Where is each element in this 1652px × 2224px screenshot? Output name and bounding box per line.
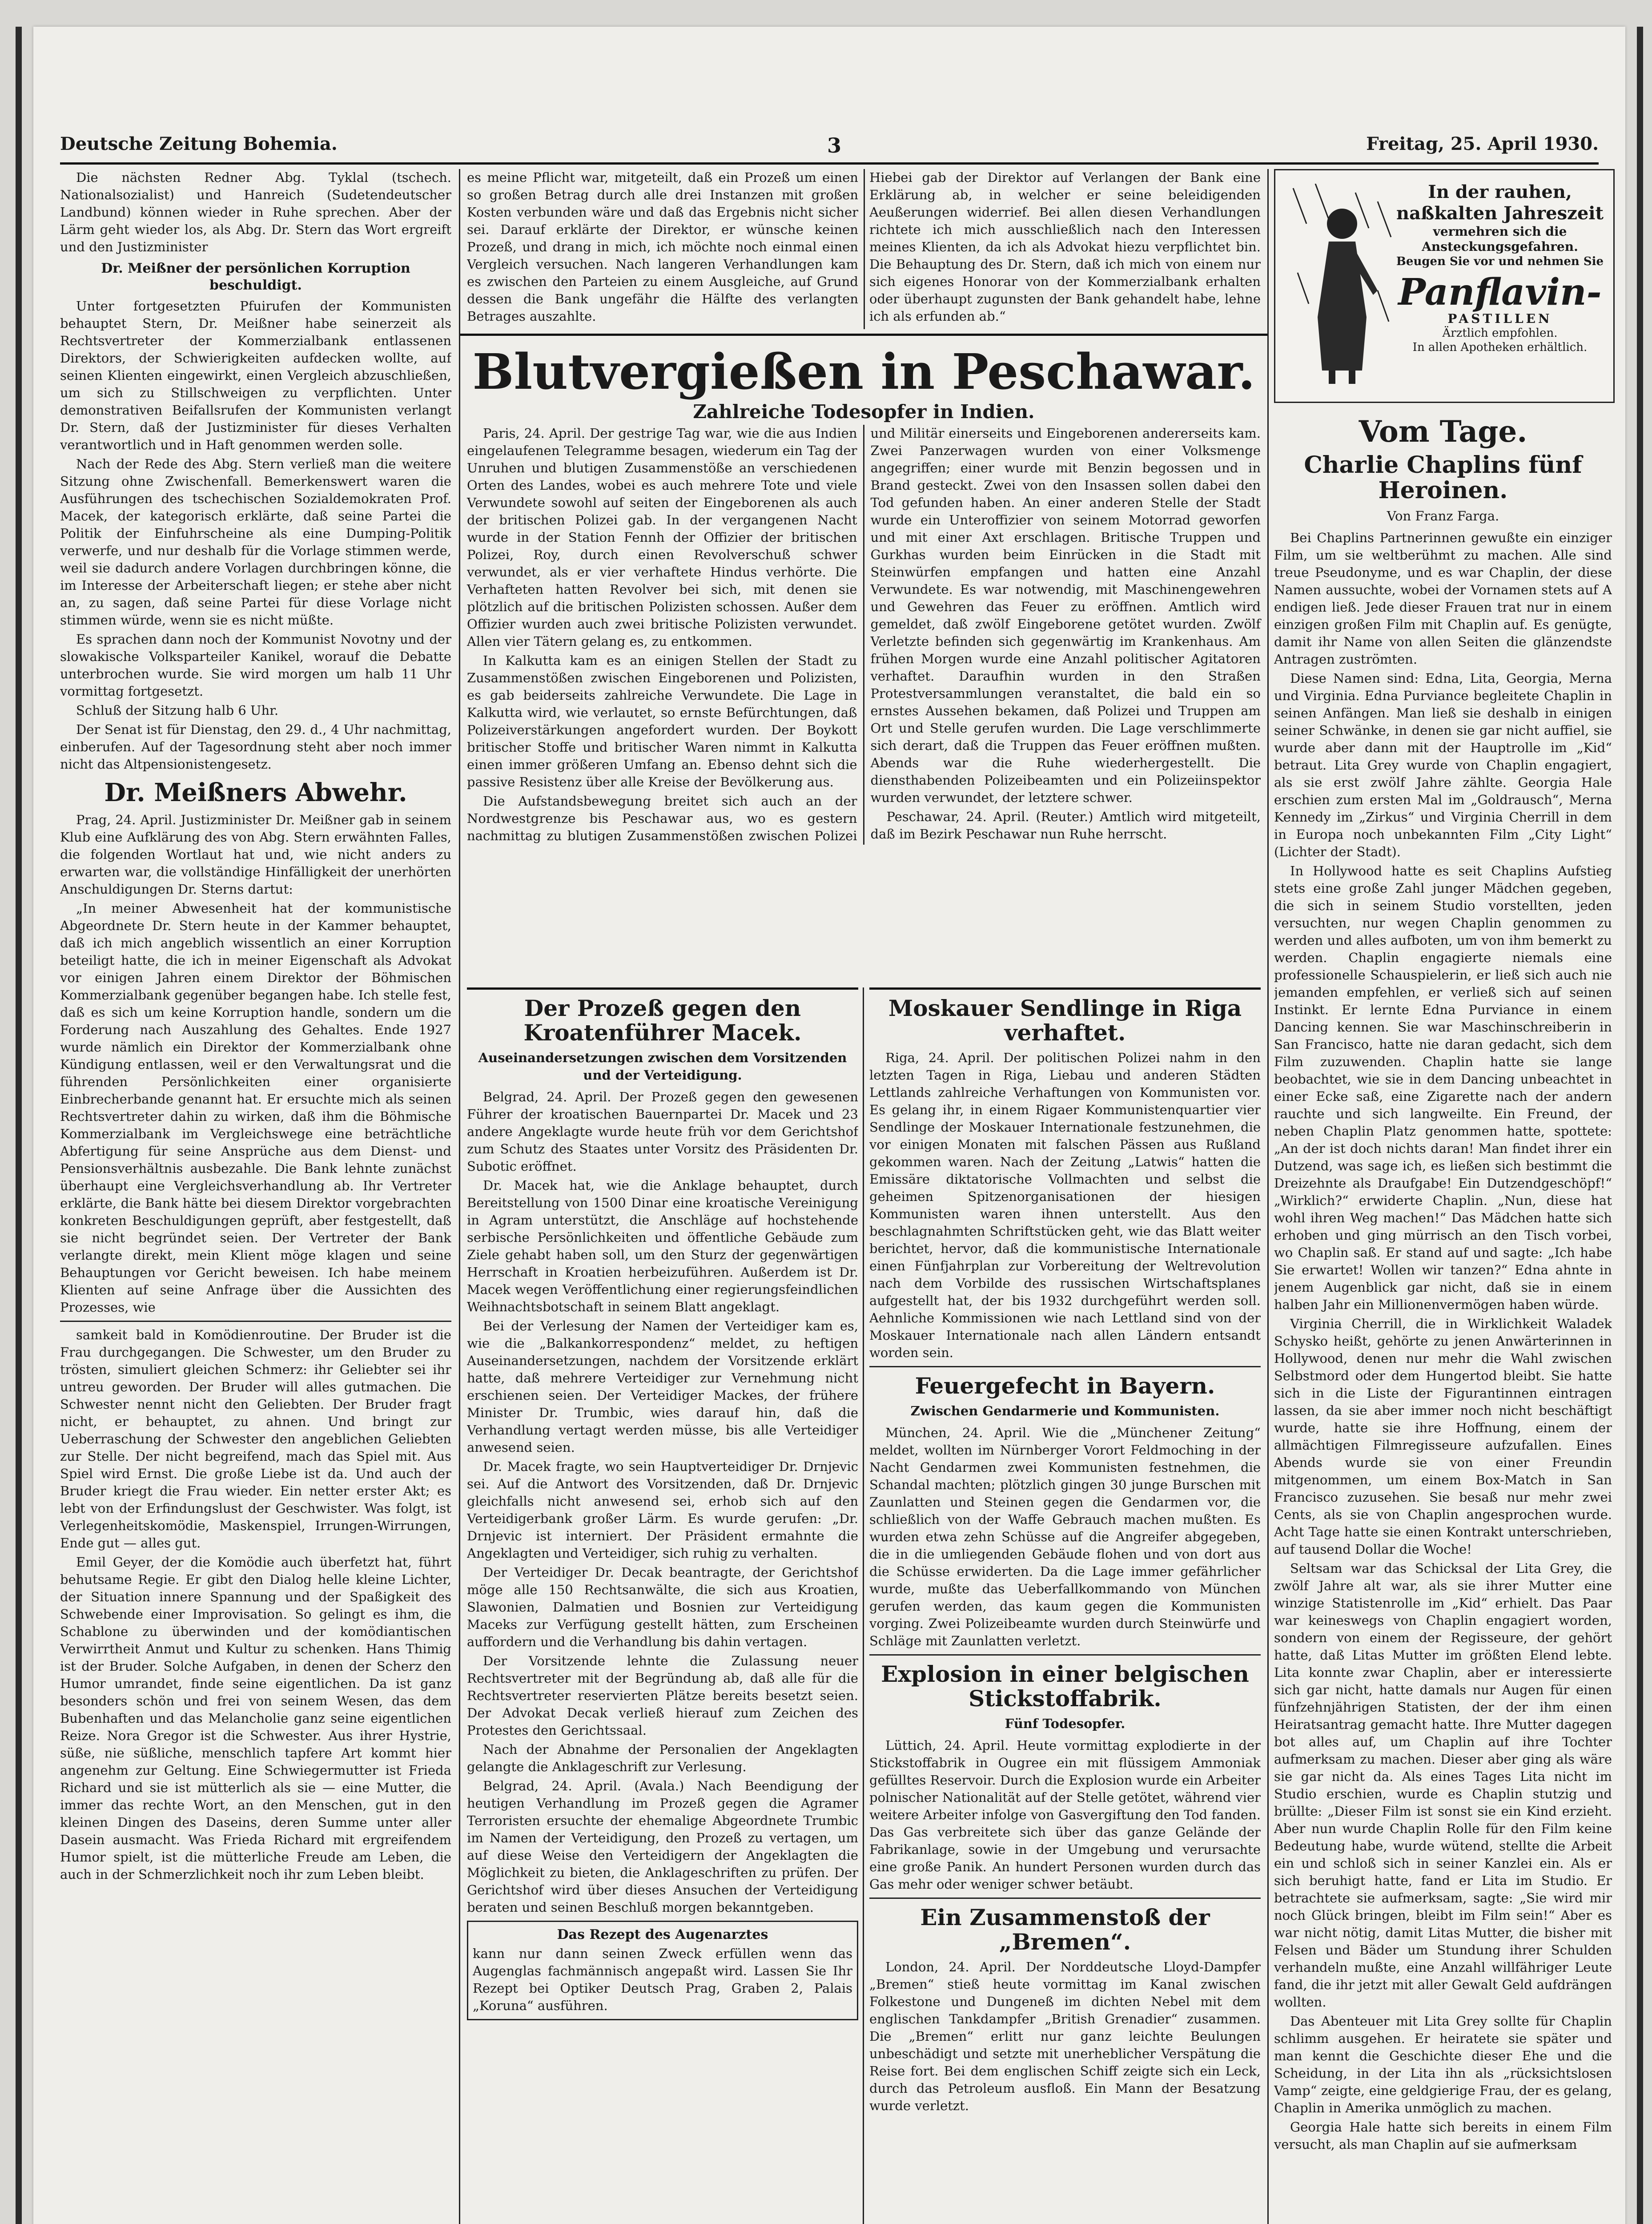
article-divider xyxy=(869,1654,1261,1656)
column-1 xyxy=(60,169,451,2224)
ad-line: In allen Apotheken erhältlich. xyxy=(1412,341,1588,354)
paragraph: Peschawar, 24. April. (Reuter.) Amtlich wird mitgeteilt, daß im Bezirk Peschawar nun Ruhe herrscht. xyxy=(870,809,1261,842)
article-divider xyxy=(869,1898,1261,1899)
feuilleton-column xyxy=(1274,409,1612,2224)
paragraph: Es sprachen dann noch der Kommunist Novotny und der slowakische Volksparteiler Kanikel, worauf die Debatte unterbrochen wurde. Sie wird morgen um halb 11 Uhr vormittag fortgesetzt. xyxy=(60,632,451,699)
ad-copy xyxy=(1395,181,1604,355)
article-subheadline: Zahlreiche Todesopfer in Indien. xyxy=(693,401,1035,423)
paragraph: Schluß der Sitzung halb 6 Uhr. xyxy=(76,703,279,718)
ad-line: vermehren sich die Ansteckungsgefahren. xyxy=(1422,224,1578,254)
column-3-top xyxy=(869,169,1261,329)
paragraph: Lüttich, 24. April. Heute vormittag explodierte in der Stickstoffabrik in Ougree ein mit flüssigem Ammoniak gefülltes Reservoir. Durch die Explosion wurde ein Arbeiter polnischer Nationalität auf der Stelle getötet, während vier weitere Arbeiter infolge von Gasvergiftung den Tod fanden. Das Gas verbreitete sich über das ganze Gelände der Fabrikanlage, sowie in der Umgebung und verursachte eine große Panik. An hundert Personen wurden durch das Gas mehr oder weniger schwer betäubt. xyxy=(869,1738,1261,1892)
brand-logo: Panflavin- xyxy=(1398,271,1602,314)
ad-line: Ärztlich empfohlen. xyxy=(1442,326,1558,340)
paragraph: Die Aufstandsbewegung breitet sich auch an der Nordwestgrenze bis Peschawar aus, wo es gestern nachmittag zu blutigen Zusammenstößen zwischen Polizei und Militär einerseits und Eingeborenen andererseits kam. Zwei Panzerwagen wurden von einer Volksmenge angegriffen; einer wurde mit Benzin begossen und in Brand gesteckt. Zwei von den Insassen sollen dabei den Tod gefunden haben. An einer anderen Stelle der Stadt wurde ein Unteroffizier von seinem Motorrad geworfen und mit einer Axt erschlagen. Britische Truppen und Gurkhas wurden beim Einrücken in die Stadt mit Steinwürfen empfangen und hatten eine Anzahl Verwundete. Es war notwendig, mit Maschinengewehren und Gewehren das Feuer zu eröffnen. Amtlich wird gemeldet, daß zwölf Eingeborene getötet wurden. Zwölf Verletzte befinden sich gegenwärtig im Krankenhaus. Am frühen Morgen wurde eine Anzahl politischer Agitatoren verhaftet. Daraufhin wurden in den Straßen Protestversammlungen veranstaltet, die bald ein so ernstes Aussehen bekamen, daß Polizei und Truppen am Ort und Stelle gerufen wurden. Die Lage verschlimmerte sich derart, daß die Truppen das Feuer eröffnen mußten. Abends war die Ruhe wiederhergestellt. Die diensthabenden Polizeibeamten und ein Polizeiinspektor wurden verwundet, der letztere schwer. xyxy=(467,426,1261,843)
byline: Von Franz Farga. xyxy=(1387,508,1499,524)
column-divider xyxy=(60,1321,451,1322)
article-headline: Ein Zusammenstoß der „Bremen“. xyxy=(920,1904,1210,1955)
paragraph: Der Senat ist für Dienstag, den 29. d., 4 Uhr nachmittag, einberufen. Auf der Tagesordnung steht aber noch immer nicht das Altpensionistengesetz. xyxy=(60,722,451,772)
peshawar-article xyxy=(460,334,1267,985)
kroaten-article xyxy=(467,987,858,2224)
brand-sub: PASTILLEN xyxy=(1447,311,1552,326)
optician-ad xyxy=(467,1921,858,2020)
ad-line: In der rauhen, naßkalten Jahreszeit xyxy=(1396,181,1604,224)
column-rule xyxy=(864,169,865,329)
column-2-top xyxy=(467,169,858,329)
paragraph: Das Abenteuer mit Lita Grey sollte für Chaplin schlimm ausgehen. Er heiratete sie später und man kennt die Geschichte dieser Ehe und die Scheidung, in der Lita ihn als „rücksichtslosen Vamp“ zeigte, eine geldgierige Frau, der es gelang, Chaplin in Amerika unmöglich zu machen. xyxy=(1274,2013,1612,2115)
article-headline: Moskauer Sendlinge in Riga verhaftet. xyxy=(888,995,1242,1046)
article-headline: Blutvergießen in Peschawar. xyxy=(472,343,1255,400)
column-rule xyxy=(863,987,864,2224)
ad-heading: Das Rezept des Augenarztes xyxy=(557,1927,768,1942)
paragraph: Virginia Cherrill, die in Wirklichkeit Waladek Schysko heißt, gehörte zu jenen Anwärterinnen in Hollywood, denen nur mehr die Wahl zwischen Selbstmord oder dem Hungertod bleibt. Sie hatte sich in die Liste der Figurantinnen eintragen lassen, da sie aber immer noch nicht beschäftigt wurde, hatte sie ihre Hoffnung, einem der allmächtigen Filmregisseure aufzufallen. Eines Abends wurde sie von einer Freundin mitgenommen, um einem Box-Match in San Francisco zuzusehen. Sie besaß nur mehr zwei Cents, als sie von Chaplin angesprochen wurde. Acht Tage hatte sie einen Kontrakt unterschrieben, auf tausend Dollar die Woche! xyxy=(1274,1316,1612,1557)
paragraph: Riga, 24. April. Der politischen Polizei nahm in den letzten Tagen in Riga, Liebau und anderen Städten Lettlands zahlreiche Verhaftungen von Kommunisten vor. Es gelang ihr, in einem Rigaer Kommunistenquartier vier Sendlinge der Moskauer Internationale festzunehmen, die vor einigen Monaten mit falschen Pässen aus Rußland gekommen waren. Nach der Zeitung „Latwis“ hatten die Emissäre diktatorische Vollmachten und selbst die geheimen Spitzenorganisationen der hiesigen Kommunisten waren ihnen unterstellt. Aus den beschlagnahmten Schriftstücken geht, wie das Blatt weiter berichtet, hervor, daß die kommunistische Internationale einen Fünfjahrplan zur Vorbereitung der Weltrevolution nach dem Vorbilde des russischen Wirtschaftsplanes aufgestellt hat, der bis 1932 durchgeführt werden soll. Aehnliche Kommissionen wie nach Lettland sind von der Moskauer Internationale nach allen Ländern entsandt worden sein. xyxy=(869,1050,1261,1360)
paragraph: Emil Geyer, der die Komödie auch überfetzt hat, führt behutsame Regie. Er gibt den Dialog helle kleine Lichter, der Situation innere Spannung und der Spaßigkeit des Schwebende einer Improvisation. So gelingt es ihm, die Schablone zu überwinden und der komödiantischen Verwirrtheit Anmut und Kultur zu schenken. Hans Thimig ist der Bruder. Solche Aufgaben, in denen der Scherz den Humor umrandet, finde seine eigentlichen. Da ist ganz besonders schön und frei von seinem Wesen, das dem Bubenhaften und das Melancholie ganz seine eigentlichen Reize. Nora Gregor ist die Schwester. Aus ihrer Hystrie, süße, nie süßliche, menschlich tapfere Art kommt hier angenehm zur Geltung. Eine Schwiegermutter ist Frieda Richard und sie ist mütterlich als sie — eine Mutter, die immer das rechte Wort, an den Menschen, gut in den kleinen Dingen des Daseins, deren Summe unter aller Dasein ausmacht. Was Frieda Richard mit ergreifendem Humor spielt, ist die mütterliche Freude am Leben, die auch in der Schmerzlichkeit noch ihr zum Leben bleibt. xyxy=(60,1554,451,1882)
panflavin-advertisement xyxy=(1274,169,1615,403)
paragraph: samkeit bald in Komödienroutine. Der Bruder ist die Frau durchgegangen. Die Schwester, um den Bruder zu trösten, simuliert gleichen Schmerz: ihr Geliebter sei ihr untreu geworden. Der Bruder will alles gutmachen. Die Schwester nennt nicht den Geliebten. Der Bruder fragt nicht, er behauptet, zu ahnen. Und bringt zur Ueberraschung der Schwester den angeblichen Geliebten zur Stelle. Der nicht begreifend, mach das Spiel mit. Aus Spiel wird Ernst. Die große Liebe ist da. Und auch der Bruder kriegt die Frau wieder. Ein netter erster Akt; es lebt von der Erfindungslust der Geschwister. Was folgt, ist Verlegenheitskomödie, Maskenspiel, Irrungen-Wirrungen, Ende gut — alles gut. xyxy=(60,1327,451,1551)
ad-line: Beugen Sie vor und nehmen Sie xyxy=(1396,255,1604,268)
paragraph: Dr. Macek fragte, wo sein Hauptverteidiger Dr. Drnjevic sei. Auf die Antwort des Vorsitzenden, daß Dr. Drnjevic gleichfalls nicht anwesend sei, erhob sich auf den Verteidigerbank großer Lärm. Es wurde gerufen: „Dr. Drnjevic ist interniert. Der Präsident ermahnte die Angeklagten und Verteidiger, sich ruhig zu verhalten. xyxy=(467,1459,858,1561)
paragraph: Nach der Abnahme der Personalien der Angeklagten gelangte die Anklageschrift zur Verlesung. xyxy=(467,1742,858,1774)
paragraph: Bei Chaplins Partnerinnen gewußte ein einziger Film, um sie weltberühmt zu machen. Alle sind treue Pseudonyme, und es war Chaplin, der diese Namen aussuchte, wobei der Vornamen stets auf A endigen ließ. Jede dieser Frauen trat nur in einem einzigen großen Film mit Chaplin auf. Es genügte, damit ihr Name von allen Seiten die glänzendste Antragen zuströmten. xyxy=(1274,530,1612,667)
paragraph: In Kalkutta kam es an einigen Stellen der Stadt zu Zusammenstößen zwischen Eingeborenen und Polizisten, es gab beiderseits zahlreiche Verwundete. Die Lage in Kalkutta wird, wie verlautet, so ernste Befürchtungen, daß Polizeiverstärkungen angefordert wurden. Der Boykott britischer Stoffe und britischer Waren nimmt in Kalkutta einen immer größeren Umfang an. Ebenso dehnt sich die passive Resistenz über alle Kreise der Bevölkerung aus. xyxy=(467,653,857,790)
article-headline: Charlie Chaplins fünf Heroinen. xyxy=(1304,451,1582,504)
page-number: 3 xyxy=(827,133,842,157)
paragraph: Seltsam war das Schicksal der Lita Grey, die zwölf Jahre alt war, als sie ihrer Mutter eine winzige Statistenrolle im „Kid“ erhielt. Das Paar war keineswegs von Chaplin engagiert worden, sondern von einem der Regisseure, der gehört hatte, daß Litas Mutter im größten Elend lebte. Lita konnte zwar Chaplin, aber er interessierte sich gar nicht, hatte damals nur Augen für einen fünfzehnjährigen Statisten, der der ihm einen Heiratsantrag gemacht hatte. Ihre Mutter dagegen bot alles auf, um Chaplin auf ihre Tochter aufmerksam zu machen. Dieser aber ging als wäre sie gar nicht da. Als eines Tages Lita nicht im Studio erschien, wurde es Chaplin stutzig und brüllte: „Dieser Film ist sonst sie ein Kind erzieht. Aber nun wurde Chaplin Rolle für den Film keine Bedeutung habe, wurde wütend, stellte die Arbeit ein und schloß sich in seiner Kanzlei ein. Als er sich beruhigt hatte, fand er Lita im Studio. Er betrachtete sie aufmerksam, sagte: „Sie wird mir noch Glück bringen, bleibt im Film sein!“ Aber es war nicht nötig, damit Litas Mutter, die bisher mit Felsen und Bäder um Stundung ihrer Schulden verhandeln mußte, eine Anzahl willfähriger Leute fand, die ihr jetzt mit aller Gewalt Geld aufdrängen wollten. xyxy=(1274,1560,1612,2010)
paragraph: Diese Namen sind: Edna, Lita, Georgia, Merna und Virginia. Edna Purviance begleitete Chaplin in seinen Anfängen. Man ließ sie deshalb in einigen seiner Schwänke, in denen sie gar nicht auffiel, sie wurde aber dann mit der Hauptrolle im „Kid“ betraut. Lita Grey wurde von Chaplin engagiert, als sie erst zwölf Jahre zählte. Georgia Hale erschien zum ersten Mal im „Goldrausch“, Merna Kennedy im „Zirkus“ und Virginia Cherrill in dem in Europa noch unbekannten Film „City Light“ (Lichter der Stadt). xyxy=(1274,670,1612,859)
paragraph: Prag, 24. April. Justizminister Dr. Meißner gab in seinem Klub eine Aufklärung des von Abg. Stern erwähnten Falles, die folgenden Wortlaut hat und, wie nicht anders zu erwarten war, die vollständige Hinfälligkeit der unerhörten Anschuldigungen Dr. Sterns dartut: xyxy=(60,812,451,897)
ad-text: kann nur dann seinen Zweck erfüllen wenn das Augenglas fachmännisch angepaßt wird. Lassen Sie Ihr Rezept bei Optiker Deutsch Prag, Graben 2, Palais „Koruna“ ausführen. xyxy=(473,1946,852,2013)
paragraph: „In meiner Abwesenheit hat der kommunistische Abgeordnete Dr. Stern heute in der Kammer behauptet, daß ich mich angeblich wissentlich an einer Korruption beteiligt hatte, die ich in meiner Eigenschaft als Advokat vor einigen Jahren einem Direktor der Böhmischen Kommerzialbank gegenüber begangen habe. Ich stelle fest, daß es sich um keine Korruption handle, sondern um die Forderung nach Auszahlung des Gehaltes. Ende 1927 wurde nämlich ein Direktor der Kommerzialbank ohne Kündigung entlassen, weil er den Verwaltungsrat und die führenden Persönlichkeiten einer organisierte Einbrecherbande genannt hat. Er ersuchte mich als seinen Rechtsvertreter dahin zu wirken, daß ihm die Böhmische Kommerzialbank im Vergleichswege eine beträchtliche Abfertigung für seine Ansprüche aus dem Dienst- und Pensionsverhältnis ausbezahle. Die Bank lehnte zunächst überhaupt eine Vergleichsverhandlung ab. Ihr Vertreter erklärte, die Bank hätte bei diesem Direktor vorgebrachten konkreten Beschuldigungen geprüft, aber festgestellt, daß sie nicht begründet seien. Der Vertreter der Bank verlangte direkt, mein Klient möge klagen und seine Behauptungen vor Gericht beweisen. Ich habe meinem Klienten auf seine Anfrage über die Aussichten des Prozesses, wie xyxy=(60,900,451,1315)
paragraph: Der Vorsitzende lehnte die Zulassung neuer Rechtsvertreter mit der Begründung ab, daß alle für die Rechtsvertreter reservierten Plätze bereits besetzt seien. Der Advokat Decak verließ hierauf zum Zeichen des Protestes den Gerichtssaal. xyxy=(467,1653,858,1738)
article-subheadline: Auseinandersetzungen zwischen dem Vorsitzenden und der Verteidigung. xyxy=(478,1050,847,1083)
section-heading: Dr. Meißner der persönlichen Korruption beschuldigt. xyxy=(101,261,410,293)
paragraph: Bei der Verlesung der Namen der Verteidiger kam es, wie die „Balkankorrespondenz“ meldet, zu heftigen Auseinandersetzungen, nachdem der Vorsitzende erklärt hatte, daß mehrere Verteidiger zur Vernehmung nicht erschienen seien. Der Verteidiger Mackes, der frühere Minister Dr. Trumbic, wies darauf hin, daß die Verhandlung vertagt werden müsse, bis alle Verteidiger anwesend seien. xyxy=(467,1318,858,1455)
paragraph: London, 24. April. Der Norddeutsche Lloyd-Dampfer „Bremen“ stieß heute vormittag im Kanal zwischen Folkestone und Dungeneß im dichten Nebel mit dem englischen Tankdampfer „British Grenadier“ zusammen. Die „Bremen“ erlitt nur ganz leichte Beulungen unbeschädigt und setzte mit unerheblicher Verspätung die Reise fort. Bei dem englischen Schiff zeigte sich ein Leck, durch das Petroleum ausfloß. Ein Mann der Besatzung wurde verletzt. xyxy=(869,1959,1261,2113)
article-subheadline: Fünf Todesopfer. xyxy=(1005,1716,1125,1731)
issue-date: Freitag, 25. April 1930. xyxy=(1366,133,1599,154)
paragraph: Nach der Rede des Abg. Stern verließ man die weitere Sitzung ohne Zwischenfall. Bemerkenswert waren die Ausführungen des tschechischen Sozialdemokraten Prof. Macek, der kategorisch erklärte, daß seine Partei die Politik der Einfuhrscheine als eine Dumping-Politik verwerfe, und nur deshalb für die Vorlage stimmen werde, weil sie dadurch andere Vorlagen durchbringen könne, die im Interesse der Arbeiterschaft liegen; er stehe aber nicht an, zu sagen, daß seine Partei für diese Vorlage nicht stimmen würde, wenn sie es nicht müßte. xyxy=(60,456,451,628)
paragraph: Georgia Hale hatte sich bereits in einem Film versucht, als man Chaplin auf sie aufmerksam xyxy=(1274,2119,1612,2152)
article-headline: Feuergefecht in Bayern. xyxy=(915,1373,1215,1399)
column-3-lower xyxy=(869,987,1261,2224)
article-divider xyxy=(869,1366,1261,1367)
paragraph: Der Verteidiger Dr. Decak beantragte, der Gerichtshof möge alle 150 Rechtsanwälte, die sich aus Kroatien, Slawonien, Dalmatien und Bosnien zur Verteidigung Maceks zur Verfügung gestellt hätten, zum Erscheinen auffordern und die Verhandlung bis dahin vertagen. xyxy=(467,1565,858,1649)
paragraph: es meine Pflicht war, mitgeteilt, daß ein Prozeß um einen so großen Betrag durch alle drei Instanzen mit großen Kosten verbunden wäre und daß das Ergebnis nicht sicher sei. Darauf erklärte der Direktor, er wünsche keinen Prozeß, und drang in mich, ich möchte noch einmal einen Vergleich versuchen. Nach langeren Verhandlungen kam es zwischen den Parteien zu einem Ausgleiche, auf Grund dessen die Bank ungefähr die Hälfte des verlangten Betrages auszahlte. xyxy=(467,170,858,324)
running-header xyxy=(60,133,1599,160)
paragraph: Dr. Macek hat, wie die Anklage behauptet, durch Bereitstellung von 1500 Dinar eine kroatische Vereinigung in Agram unterstützt, die Anschläge auf hochstehende serbische Persönlichkeiten und öffentliche Gebäude zum Ziele gehabt haben soll, um den Sturz der gegenwärtigen Herrschaft in Kroatien herbeizuführen. Außerdem ist Dr. Macek wegen Veröffentlichung einer regierungsfeindlichen Weihnachtsbotschaft in seinem Blatt angeklagt. xyxy=(467,1178,858,1314)
section-head: Vom Tage. xyxy=(1359,414,1527,449)
paragraph: Hiebei gab der Direktor auf Verlangen der Bank eine Erklärung ab, in welcher er seine beleidigenden Aeußerungen widerrief. Bei allen diesen Verhandlungen richtete ich mich ausschließlich nach den Interessen meines Klienten, da ich als Advokat hiezu verpflichtet bin. Die Behauptung des Dr. Stern, daß ich mich von einem nur sich eigenes Honorar von der Kommerzialbank erhalten oder überhaupt zugunsten der Bank gehandelt habe, lehne ich als erfunden ab.“ xyxy=(869,170,1261,324)
header-rule xyxy=(60,162,1599,165)
article-headline: Der Prozeß gegen den Kroatenführer Macek. xyxy=(523,995,802,1046)
article-headline: Dr. Meißners Abwehr. xyxy=(104,778,407,807)
paragraph: München, 24. April. Wie die „Münchener Zeitung“ meldet, wollten im Nürnberger Vorort Feldmoching in der Nacht Gendarmen zwei Kommunisten festnehmen, die Schandal machten; plötzlich gingen 30 junge Burschen mit Zaunlatten und Steinen gegen die Gendarmen vor, die schließlich von der Waffe Gebrauch machen mußten. Es wurden etwa zehn Schüsse auf die Angreifer abgegeben, die in die umliegenden Gebäude flohen und von dort aus die Schüsse erwiderten. Da die Lage immer gefährlicher wurde, mußte das Ueberfallkommando von München gerufen werden, das kaum gegen die Kommunisten vorging. Zwei Polizeibeamte wurden durch Steinwürfe und Schläge mit Zaunlatten verletzt. xyxy=(869,1425,1261,1648)
paragraph: Belgrad, 24. April. Der Prozeß gegen den gewesenen Führer der kroatischen Bauernpartei Dr. Macek und 23 andere Angeklagte wurde heute früh vor dem Gerichtshof zum Schutz des Staates unter Vorsitz des Präsidenten Dr. Subotic eröffnet. xyxy=(467,1089,858,1174)
column-rule xyxy=(459,169,460,2224)
woman-in-rain-illustration xyxy=(1289,184,1395,388)
paragraph: Paris, 24. April. Der gestrige Tag war, wie die aus Indien eingelaufenen Telegramme besagen, wiederum ein Tag der Unruhen und blutigen Zusammenstöße an verschiedenen Orten des Landes, wobei es auch mehrere Tote und viele Verwundete sowohl auf seiten der Eingeborenen als auch der britischen Polizei gab. In der vergangenen Nacht wurde in der Station Fennh der Offizier der britischen Polizei, Roy, durch einen Revolverschuß schwer verwundet, als er vier verhaftete Hindus verhörte. Die Verhafteten hatten Revolver bei sich, mit denen sie plötzlich auf die britischen Polizisten schossen. Außer dem Offizier wurden auch zwei britische Polizisten verwundet. Allen vier Tätern gelang es, zu entkommen. xyxy=(467,426,857,649)
scan-edge-right xyxy=(1637,27,1643,2224)
paragraph: Belgrad, 24. April. (Avala.) Nach Beendigung der heutigen Verhandlung im Prozeß gegen die Agramer Terroristen ersuchte der ehemalige Abgeordnete Trumbic im Namen der Verteidigung, den Prozeß zu vertagen, um auf diese Weise den Verteidigern der Angeklagten die Möglichkeit zu bieten, die Anklageschriften zu prüfen. Der Gerichtshof wird über dieses Ansuchen der Verteidigung beraten und seinen Beschluß morgen bekanntgeben. xyxy=(467,1778,858,1915)
paragraph: Die nächsten Redner Abg. Tyklal (tschech. Nationalsozialist) und Hanreich (Sudetendeutscher Landbund) können wieder in Ruhe sprechen. Aber der Lärm geht wieder los, als Abg. Dr. Stern das Wort ergreift und den Justizminister xyxy=(60,170,451,254)
paper-name: Deutsche Zeitung Bohemia. xyxy=(60,133,338,154)
paragraph: In Hollywood hatte es seit Chaplins Aufstieg stets eine große Zahl junger Mädchen gegeben, die sich in seinem Studio vorstellten, jeden versuchten, nur wegen Chaplin genommen zu werden und alles aufboten, um von ihm bemerkt zu werden. Chaplin engagierte niemals eine professionelle Schauspielerin, er ließ sich auch nie jemanden empfehlen, er verließ sich auf seinen Instinkt. Er lernte Edna Purviance in einem Dancing kennen. Sie war Maschinschreiberin in San Francisco, hatte nie daran gedacht, sich dem Film zuzuwenden. Chaplin hatte sie lange beobachtet, wie sie in dem Dancing unbeachtet in einer Ecke saß, eine Zigarette nach der andern rauchte und sich langweilte. Ein Freund, der neben Chaplin Platz genommen hatte, spottete: „An der ist doch nichts daran! Man findet ihrer ein Dutzend, was sage ich, es ließen sich bestimmt die Dreizehnte als Draufgabe! Ein Dutzendgeschöpf!“ „Wirklich?“ erwiderte Chaplin. „Nun, diese hat wohl ihren Weg machen!“ Das Mädchen hatte sich erhoben und ging mürrisch an den Tisch vorbei, wo Chaplin saß. Er stand auf und sagte: „Ich habe Sie erwartet! Wollen wir tanzen?“ Edna ahnte in jenem Augenblick gar nicht, daß sie in einem halben Jahr ein Millionenvermögen haben würde. xyxy=(1274,863,1612,1312)
article-subheadline: Zwischen Gendarmerie und Kommunisten. xyxy=(910,1403,1220,1418)
scan-edge-left xyxy=(16,27,22,2224)
column-rule xyxy=(1267,169,1269,2224)
paragraph: Unter fortgesetzten Pfuirufen der Kommunisten behauptet Stern, Dr. Meißner habe seinerzeit als Rechtsvertreter der Kommerzialbank entlassenen Direktors, der Schwierigkeiten aufdecken wollte, auf seinen Klienten eingewirkt, einen Vergleich abzuschließen, um sich zu Stillschweigen zu verpflichten. Unter demonstrativen Beifallsrufen der Kommunisten verlangt Dr. Stern, daß der Justizminister für dieses Verhalten verantwortlich und in Haft genommen werden solle. xyxy=(60,298,451,452)
article-headline: Explosion in einer belgischen Stickstoffabrik. xyxy=(881,1661,1249,1712)
peshawar-body xyxy=(460,425,1267,845)
newspaper-page xyxy=(33,27,1625,2224)
